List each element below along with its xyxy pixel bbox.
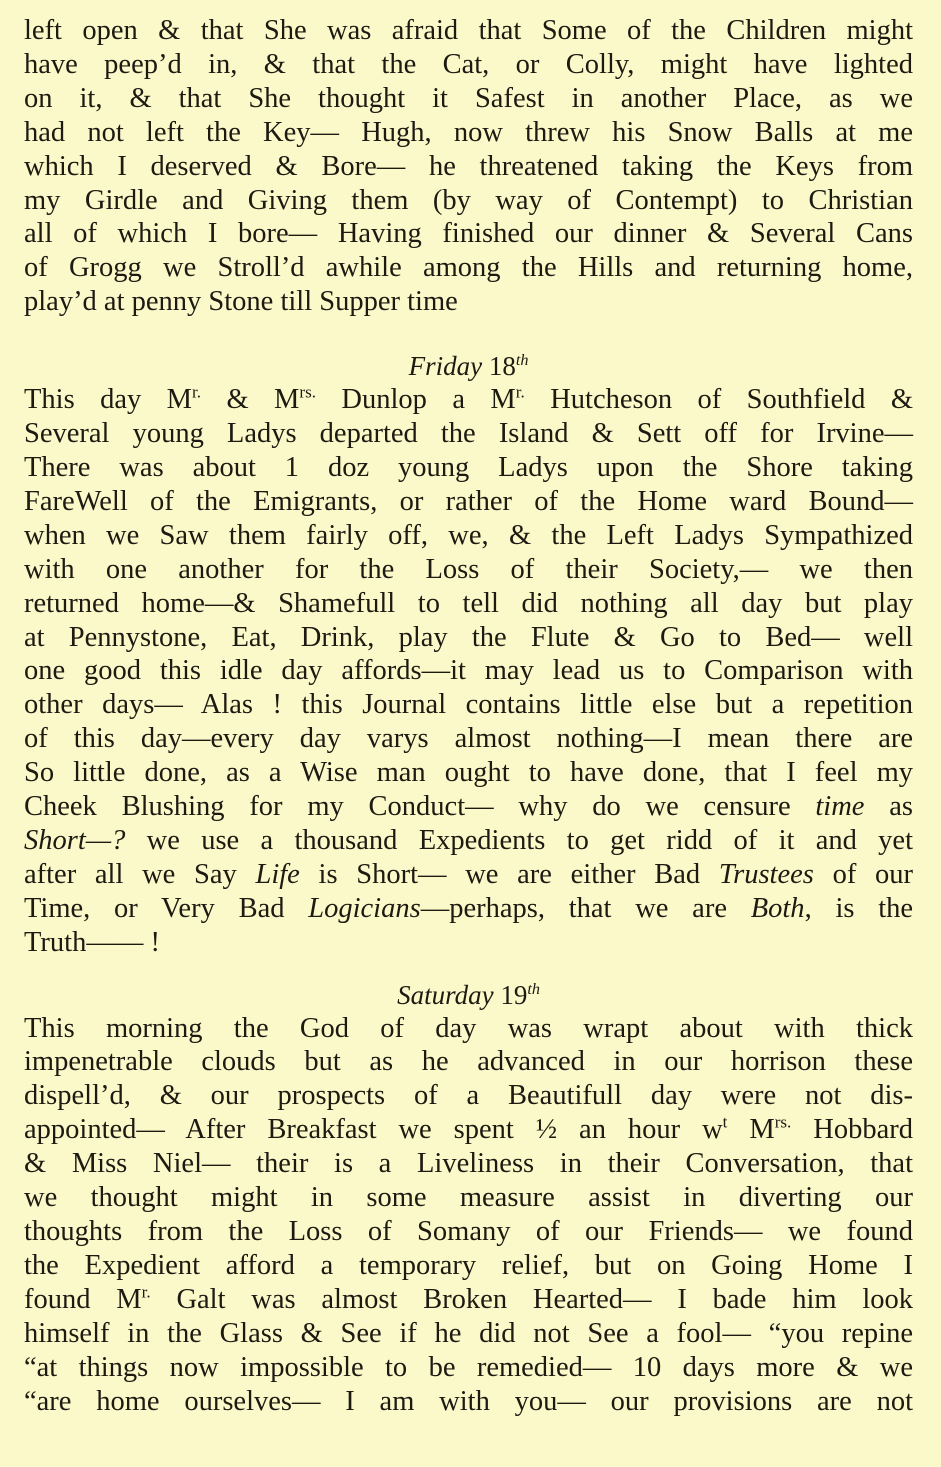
heading-date: 19: [500, 979, 528, 1010]
heading-date-suffix: th: [515, 351, 529, 370]
abbrev-superscript: r.: [192, 382, 202, 402]
text-run: & M: [201, 384, 300, 416]
italic-run: Short—?: [24, 824, 126, 856]
text-run: as: [864, 791, 913, 823]
entry-paragraph-saturday: [24, 1012, 913, 1419]
text-line: had not left the Key— Hugh, now threw his Snow Balls at me: [24, 116, 913, 148]
abbrev-superscript: rs.: [299, 382, 316, 402]
text-line: impenetrable clouds but as he advanced in our horrison these: [24, 1046, 913, 1078]
italic-run: Both: [750, 892, 805, 924]
italic-run: time: [815, 791, 865, 823]
text-line: [24, 824, 913, 858]
text-line: dispell’d, & our prospects of a Beautifull day were not dis-: [24, 1080, 913, 1112]
text-line: “are home ourselves— I am with you— our provisions are not: [24, 1385, 913, 1417]
text-line: we thought might in some measure assist in diverting our: [24, 1182, 913, 1214]
text-line: Several young Ladys departed the Island & Sett off for Irvine—: [24, 418, 913, 450]
text-run: Hutcheson of Southfield &: [524, 384, 913, 416]
paragraph-continuation: [24, 14, 913, 319]
entry-heading-saturday: [24, 978, 913, 1012]
abbrev-superscript: t: [722, 1112, 728, 1132]
text-line: the Expedient afford a temporary relief, but on Going Home I: [24, 1249, 913, 1281]
text-line: with one another for the Loss of their Society,— we then: [24, 553, 913, 585]
text-run: —perhaps, that we are: [420, 892, 751, 924]
text-line: [24, 858, 913, 892]
text-line: when we Saw them fairly off, we, & the Left Ladys Sympathized: [24, 519, 913, 551]
text-line: other days— Alas ! this Journal contains little else but a repetition: [24, 689, 913, 721]
text-line: [24, 790, 913, 824]
text-line: returned home—& Shamefull to tell did nothing all day but play: [24, 587, 913, 619]
text-line: FareWell of the Emigrants, or rather of the Home ward Bound—: [24, 485, 913, 517]
text-line: “at things now impossible to be remedied— 10 days more & we: [24, 1351, 913, 1383]
text-line: So little done, as a Wise man ought to have done, that I feel my: [24, 757, 913, 789]
text-line: have peep’d in, & that the Cat, or Colly, might have lighted: [24, 48, 913, 80]
text-run: Dunlop a M: [316, 384, 516, 416]
text-run: is Short— we are either Bad: [299, 858, 719, 890]
text-line: This morning the God of day was wrapt about with thick: [24, 1012, 913, 1044]
italic-run: Trustees: [718, 858, 814, 890]
text-run: after all we Say: [24, 858, 256, 890]
text-line: & Miss Niel— their is a Liveliness in their Conversation, that: [24, 1148, 913, 1180]
text-line: one good this idle day affords—it may lead us to Comparison with: [24, 655, 913, 687]
text-line: [24, 1113, 913, 1147]
text-run: Galt was almost Broken Hearted— I bade him look: [150, 1283, 913, 1315]
heading-day: Friday: [408, 351, 483, 382]
entry-paragraph-friday: [24, 383, 913, 959]
text-run: we use a thousand Expedients to get ridd of it and yet: [125, 824, 913, 856]
abbrev-superscript: rs.: [774, 1112, 792, 1132]
text-run: appointed— After Breakfast we spent ½ an hour w: [24, 1114, 723, 1146]
text-run: Hobbard: [791, 1114, 913, 1146]
text-line: thoughts from the Loss of Somany of our Friends— we found: [24, 1216, 913, 1247]
text-line: my Girdle and Giving them (by way of Contempt) to Christian: [24, 184, 913, 216]
entry-heading-friday: [24, 349, 913, 383]
text-run: of our: [813, 858, 913, 890]
text-run: Time, or Very Bad: [24, 892, 309, 924]
text-line: of Grogg we Stroll’d awhile among the Hills and returning home,: [24, 252, 913, 284]
italic-run: Logicians: [308, 892, 421, 924]
text-line: There was about 1 doz young Ladys upon the Shore taking: [24, 451, 913, 483]
abbrev-superscript: r.: [515, 382, 525, 402]
text-run: found M: [24, 1283, 142, 1315]
text-run: M: [727, 1114, 775, 1146]
text-run: , is the: [804, 892, 914, 924]
text-line: [24, 383, 913, 417]
text-line: [24, 1283, 913, 1317]
text-line: all of which I bore— Having finished our dinner & Several Cans: [24, 218, 913, 250]
abbrev-superscript: r.: [141, 1282, 151, 1302]
text-run: This day M: [24, 384, 192, 416]
heading-day: Saturday: [397, 979, 494, 1010]
text-line: of this day—every day varys almost nothing—I mean there are: [24, 723, 913, 755]
italic-run: Life: [255, 858, 300, 890]
text-line: at Pennystone, Eat, Drink, play the Flute & Go to Bed— well: [24, 621, 913, 653]
text-line: himself in the Glass & See if he did not See a fool— “you repine: [24, 1317, 913, 1349]
heading-date: 18: [488, 351, 516, 382]
heading-date-suffix: th: [527, 979, 540, 998]
text-line: Truth—— !: [24, 926, 160, 958]
text-line: left open & that She was afraid that Some of the Children might: [24, 15, 913, 46]
text-run: Cheek Blushing for my Conduct— why do we censure: [24, 791, 816, 823]
text-line: [24, 892, 913, 926]
text-line: on it, & that She thought it Safest in another Place, as we: [24, 82, 913, 114]
text-line: play’d at penny Stone till Supper time: [24, 286, 458, 318]
text-line: which I deserved & Bore— he threatened taking the Keys from: [24, 150, 913, 182]
